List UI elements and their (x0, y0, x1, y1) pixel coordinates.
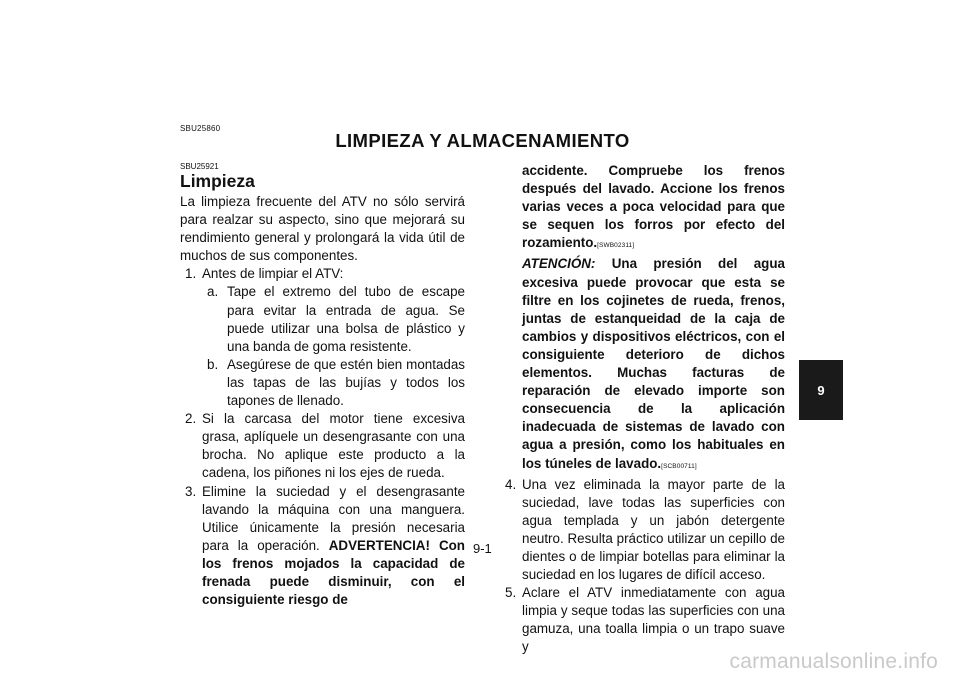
intro-paragraph: La limpieza frecuente del ATV no sólo servirá para realzar su aspecto, sino que mejorará su rendimiento general y prolongará la vida útil de muchos de sus componentes. (180, 194, 465, 264)
item-text-with-warning (202, 483, 465, 610)
sub-list-item (180, 356, 465, 410)
section-heading: Limpieza (180, 171, 255, 191)
list-item (180, 483, 465, 610)
sub-item-text: Tape el extremo del tubo de escape para evitar la entrada de agua. Se puede utilizar una bolsa de plástico y una banda de goma resistente. (227, 284, 465, 354)
item-text: Aclare el ATV inmediatamente con agua limpia y seque todas las superficies con una gamuza, una toalla limpia o un trapo suave y (522, 585, 785, 655)
warning-label: ADVERTENCIA! (328, 537, 430, 553)
chapter-tab-label: 9 (817, 382, 825, 398)
list-item (500, 476, 785, 585)
item-number: 2. (185, 411, 197, 427)
sub-item-letter: a. (207, 284, 219, 300)
list-item (500, 584, 785, 656)
item-number: 4. (505, 476, 517, 492)
list-item (180, 265, 465, 283)
warning-text: Con los frenos mojados la capacidad de frenada puede disminuir, con el consiguiente riesgo de (202, 537, 465, 608)
notice-text: Una presión del agua excesiva puede provocar que esta se filtre en los cojinetes de rueda, frenos, juntas de estanqueidad de la caja de cambios y dispositivos eléctricos, con el consiguiente deterioro de dichos elementos. Muchas facturas de reparación de elevado importe son consecuencia de la aplicación inadecuada de sistemas de lavado con agua a presión, como los habituales en los túneles de lavado. (522, 256, 785, 471)
watermark-text: carmanualsonline.info (729, 650, 938, 673)
item-text: Una vez eliminada la mayor parte de la suciedad, lave todas las superficies con agua templada y un jabón detergente neutro. Resulta práctico utilizar un cepillo de dientes o de limpiar botellas para eliminar la suciedad en los lugares de difícil acceso. (522, 476, 785, 583)
notice-paragraph (522, 255, 785, 475)
document-code: SBU25860 (180, 124, 221, 133)
warning-code: [SWB02311] (597, 242, 635, 250)
left-column (180, 162, 465, 609)
item-text: Antes de limpiar el ATV: (202, 266, 344, 282)
section-code: SBU25921 (180, 162, 219, 171)
item-number: 1. (185, 266, 197, 282)
right-column (500, 162, 785, 657)
item-number: 3. (185, 483, 197, 499)
sub-list-item (180, 283, 465, 355)
item-text: Elimine la suciedad y el desengrasante lavando la máquina con una manguera. Utilice únicamente la presión necesaria para la operación. (202, 483, 465, 553)
notice-code: [SCB00711] (661, 462, 697, 470)
sub-item-text: Asegúrese de que estén bien montadas las tapas de las bujías y todos los tapones de llenado. (227, 356, 465, 409)
warning-paragraph (522, 162, 785, 255)
sub-item-letter: b. (207, 356, 219, 372)
list-item (180, 410, 465, 482)
page-title: LIMPIEZA Y ALMACENAMIENTO (335, 130, 630, 151)
item-text: Si la carcasa del motor tiene excesiva grasa, aplíquele un desengrasante con una brocha. No aplique este producto a la cadena, los piñones ni los ejes de rueda. (202, 411, 465, 481)
warning-text-continued: accidente. Compruebe los frenos después del lavado. Accione los frenos varias veces a poca velocidad para que se sequen los forros por efecto del rozamiento. (522, 163, 785, 251)
item-number: 5. (505, 585, 517, 601)
page-number: 9-1 (473, 541, 492, 556)
notice-label: ATENCIÓN: (522, 256, 596, 272)
chapter-tab (799, 360, 843, 420)
warning-continuation (500, 162, 785, 476)
